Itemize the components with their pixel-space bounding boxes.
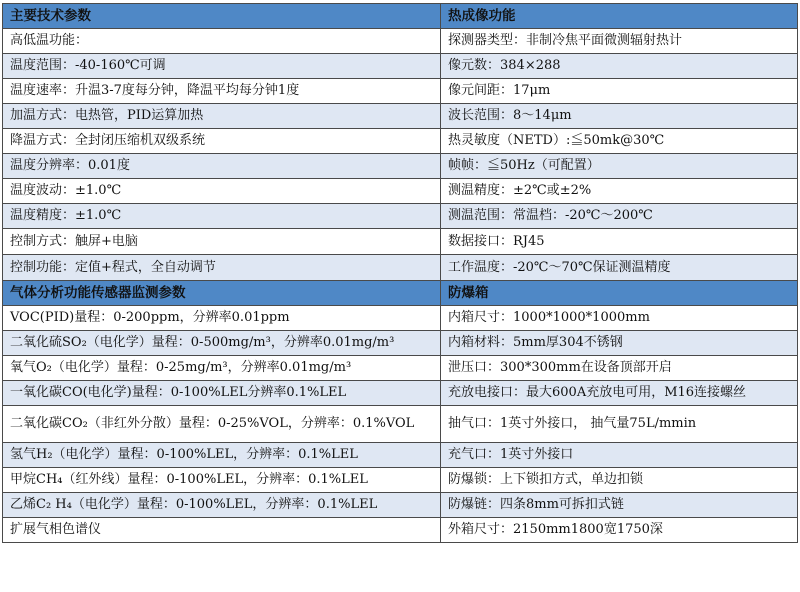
spec-cell-left: 控制功能：定值+程式，全自动调节 xyxy=(3,255,441,281)
table-row xyxy=(3,229,798,255)
table-row xyxy=(3,493,798,518)
spec-cell-left: 氧气O₂（电化学）量程：0-25mg/m³，分辨率0.01mg/m³ xyxy=(3,356,441,381)
table-row xyxy=(3,79,798,104)
spec-cell-left: 温度范围：-40-160℃可调 xyxy=(3,54,441,79)
spec-cell-left: 甲烷CH₄（红外线）量程：0-100%LEL，分辨率：0.1%LEL xyxy=(3,468,441,493)
spec-cell-right: 像元间距：17μm xyxy=(441,79,798,104)
spec-cell-right: 数据接口：RJ45 xyxy=(441,229,798,255)
spec-cell-right: 探测器类型：非制冷焦平面微测辐射热计 xyxy=(441,29,798,54)
spec-cell-left: 温度精度：±1.0℃ xyxy=(3,204,441,229)
table-row xyxy=(3,306,798,331)
section-header-right: 热成像功能 xyxy=(441,4,798,29)
spec-cell-right: 测温精度：±2℃或±2% xyxy=(441,179,798,204)
table-row xyxy=(3,331,798,356)
table-row xyxy=(3,518,798,543)
spec-cell-left: 二氧化硫SO₂（电化学）量程：0-500mg/m³，分辨率0.01mg/m³ xyxy=(3,331,441,356)
spec-cell-right: 内箱材料：5mm厚304不锈钢 xyxy=(441,331,798,356)
table-row xyxy=(3,204,798,229)
section-header-row xyxy=(3,281,798,306)
spec-cell-right: 测温范围：常温档：-20℃～200℃ xyxy=(441,204,798,229)
spec-cell-left: 高低温功能： xyxy=(3,29,441,54)
spec-cell-right: 充放电接口：最大600A充放电可用，M16连接螺丝 xyxy=(441,381,798,406)
spec-cell-left: VOC(PID)量程：0-200ppm，分辨率0.01ppm xyxy=(3,306,441,331)
spec-cell-left: 氢气H₂（电化学）量程：0-100%LEL，分辨率：0.1%LEL xyxy=(3,443,441,468)
spec-table xyxy=(2,3,798,543)
table-row xyxy=(3,468,798,493)
table-row xyxy=(3,54,798,79)
section-header-row xyxy=(3,4,798,29)
spec-cell-left: 加温方式：电热管，PID运算加热 xyxy=(3,104,441,129)
spec-cell-right: 帧帧：≦50Hz（可配置） xyxy=(441,154,798,179)
spec-cell-right: 泄压口：300*300mm在设备顶部开启 xyxy=(441,356,798,381)
spec-cell-right: 外箱尺寸：2150mm1800宽1750深 xyxy=(441,518,798,543)
spec-cell-right: 抽气口：1英寸外接口， 抽气量75L/mmin xyxy=(441,406,798,443)
table-row xyxy=(3,29,798,54)
spec-cell-left: 降温方式：全封闭压缩机双级系统 xyxy=(3,129,441,154)
spec-cell-left: 乙烯C₂ H₄（电化学）量程：0-100%LEL，分辨率：0.1%LEL xyxy=(3,493,441,518)
section-header-right: 防爆箱 xyxy=(441,281,798,306)
section-header-left: 气体分析功能传感器监测参数 xyxy=(3,281,441,306)
spec-cell-right: 波长范围：8～14μm xyxy=(441,104,798,129)
table-row xyxy=(3,255,798,281)
spec-cell-right: 内箱尺寸：1000*1000*1000mm xyxy=(441,306,798,331)
spec-cell-right: 防爆链：四条8mm可拆扣式链 xyxy=(441,493,798,518)
table-row xyxy=(3,406,798,443)
spec-cell-left: 温度速率：升温3-7度每分钟，降温平均每分钟1度 xyxy=(3,79,441,104)
spec-cell-left: 扩展气相色谱仪 xyxy=(3,518,441,543)
table-row xyxy=(3,179,798,204)
spec-table-body xyxy=(3,4,798,543)
spec-cell-right: 防爆锁：上下锁扣方式，单边扣锁 xyxy=(441,468,798,493)
table-row xyxy=(3,154,798,179)
table-row xyxy=(3,443,798,468)
spec-cell-left: 温度波动：±1.0℃ xyxy=(3,179,441,204)
spec-cell-right: 像元数：384×288 xyxy=(441,54,798,79)
spec-cell-left: 控制方式：触屏+电脑 xyxy=(3,229,441,255)
spec-cell-right: 热灵敏度（NETD）:≦50mk@30℃ xyxy=(441,129,798,154)
spec-cell-right: 充气口：1英寸外接口 xyxy=(441,443,798,468)
section-header-left: 主要技术参数 xyxy=(3,4,441,29)
table-row xyxy=(3,104,798,129)
spec-cell-left: 一氧化碳CO(电化学)量程：0-100%LEL分辨率0.1%LEL xyxy=(3,381,441,406)
table-row xyxy=(3,356,798,381)
table-row xyxy=(3,381,798,406)
table-row xyxy=(3,129,798,154)
spec-cell-right: 工作温度：-20℃～70℃保证测温精度 xyxy=(441,255,798,281)
spec-cell-left: 温度分辨率：0.01度 xyxy=(3,154,441,179)
spec-cell-left: 二氧化碳CO₂（非红外分散）量程：0-25%VOL，分辨率：0.1%VOL xyxy=(3,406,441,443)
